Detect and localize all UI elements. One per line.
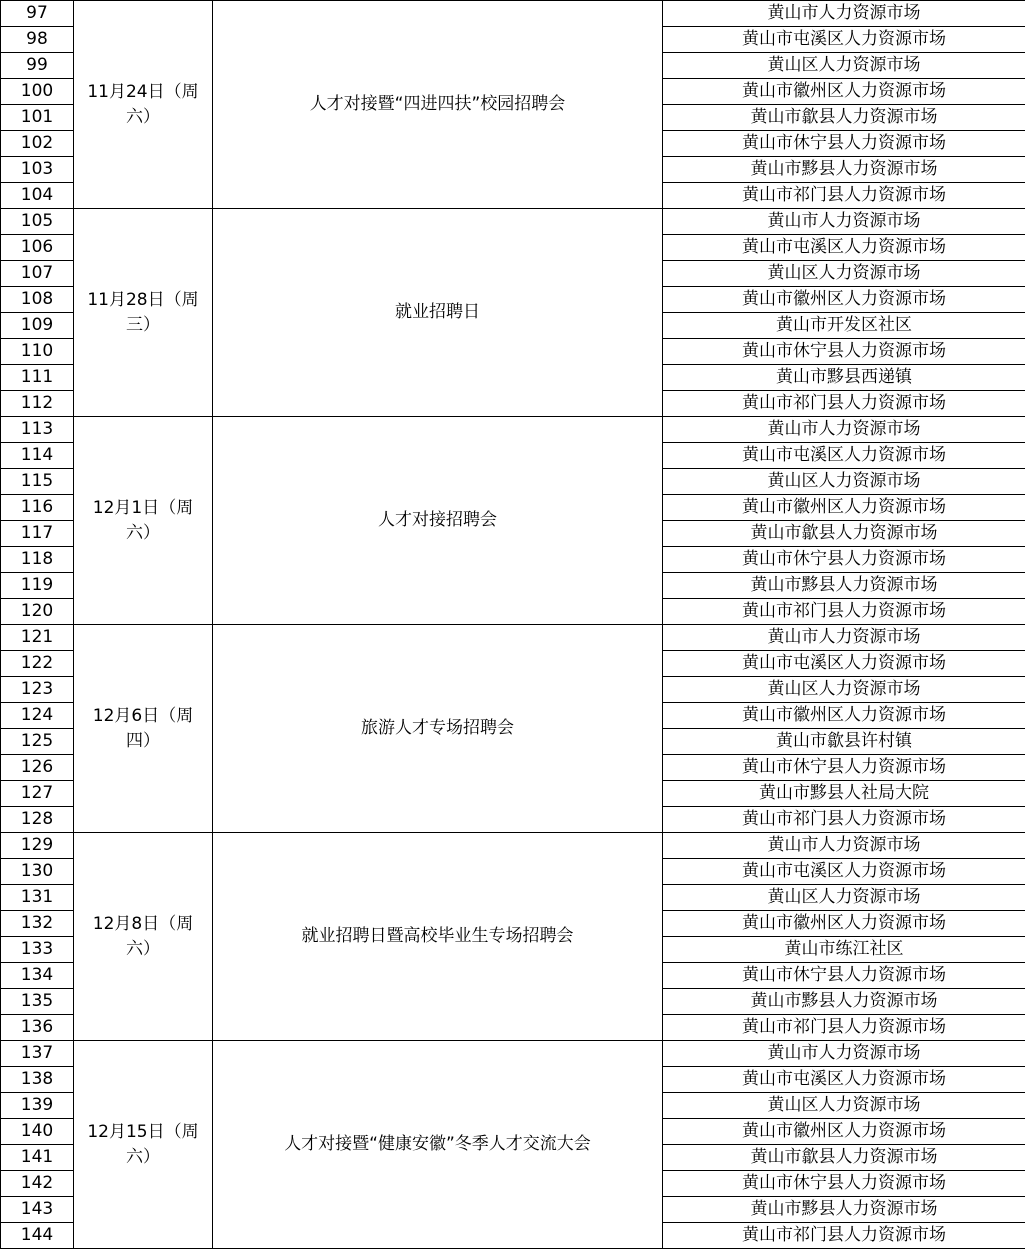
row-number: 108 [1, 287, 74, 313]
row-number: 98 [1, 27, 74, 53]
row-number: 101 [1, 105, 74, 131]
row-number: 129 [1, 833, 74, 859]
event-date-cell [74, 417, 213, 625]
row-number: 141 [1, 1145, 74, 1171]
venue-name: 黄山市休宁县人力资源市场 [663, 131, 1025, 157]
venue-name: 黄山区人力资源市场 [663, 677, 1025, 703]
row-number: 116 [1, 495, 74, 521]
table-row [1, 833, 1025, 859]
venue-name: 黄山区人力资源市场 [663, 885, 1025, 911]
venue-name: 黄山市屯溪区人力资源市场 [663, 235, 1025, 261]
event-title: 就业招聘日暨高校毕业生专场招聘会 [213, 833, 663, 1041]
event-title: 人才对接招聘会 [213, 417, 663, 625]
venue-name: 黄山市歙县人力资源市场 [663, 521, 1025, 547]
venue-name: 黄山市徽州区人力资源市场 [663, 911, 1025, 937]
row-number: 97 [1, 1, 74, 27]
venue-name: 黄山市徽州区人力资源市场 [663, 287, 1025, 313]
venue-name: 黄山市祁门县人力资源市场 [663, 1015, 1025, 1041]
row-number: 119 [1, 573, 74, 599]
venue-name: 黄山市屯溪区人力资源市场 [663, 27, 1025, 53]
row-number: 122 [1, 651, 74, 677]
event-title: 旅游人才专场招聘会 [213, 625, 663, 833]
venue-name: 黄山市屯溪区人力资源市场 [663, 651, 1025, 677]
event-date: 12月8日（周六） [92, 913, 194, 959]
event-date-cell [74, 833, 213, 1041]
row-number: 139 [1, 1093, 74, 1119]
table-row [1, 1041, 1025, 1067]
table-row [1, 1, 1025, 27]
venue-name: 黄山市徽州区人力资源市场 [663, 703, 1025, 729]
row-number: 125 [1, 729, 74, 755]
venue-name: 黄山市练江社区 [663, 937, 1025, 963]
row-number: 137 [1, 1041, 74, 1067]
row-number: 107 [1, 261, 74, 287]
venue-name: 黄山区人力资源市场 [663, 469, 1025, 495]
row-number: 124 [1, 703, 74, 729]
venue-name: 黄山市人力资源市场 [663, 625, 1025, 651]
row-number: 130 [1, 859, 74, 885]
row-number: 103 [1, 157, 74, 183]
event-title: 就业招聘日 [213, 209, 663, 417]
venue-name: 黄山市黟县人力资源市场 [663, 989, 1025, 1015]
venue-name: 黄山区人力资源市场 [663, 261, 1025, 287]
event-date: 11月28日（周三） [87, 289, 199, 335]
row-number: 126 [1, 755, 74, 781]
row-number: 104 [1, 183, 74, 209]
row-number: 132 [1, 911, 74, 937]
venue-name: 黄山市开发区社区 [663, 313, 1025, 339]
venue-name: 黄山市祁门县人力资源市场 [663, 183, 1025, 209]
row-number: 134 [1, 963, 74, 989]
venue-name: 黄山市黟县西递镇 [663, 365, 1025, 391]
event-date: 12月1日（周六） [92, 497, 194, 543]
venue-name: 黄山市祁门县人力资源市场 [663, 391, 1025, 417]
event-date: 11月24日（周六） [87, 81, 199, 127]
row-number: 121 [1, 625, 74, 651]
row-number: 110 [1, 339, 74, 365]
venue-name: 黄山市人力资源市场 [663, 209, 1025, 235]
venue-name: 黄山市祁门县人力资源市场 [663, 1223, 1025, 1249]
row-number: 128 [1, 807, 74, 833]
venue-name: 黄山市歙县人力资源市场 [663, 105, 1025, 131]
row-number: 111 [1, 365, 74, 391]
row-number: 114 [1, 443, 74, 469]
row-number: 136 [1, 1015, 74, 1041]
row-number: 109 [1, 313, 74, 339]
table-row [1, 417, 1025, 443]
event-date-cell [74, 625, 213, 833]
table-row [1, 209, 1025, 235]
venue-name: 黄山市休宁县人力资源市场 [663, 547, 1025, 573]
venue-name: 黄山区人力资源市场 [663, 1093, 1025, 1119]
venue-name: 黄山市徽州区人力资源市场 [663, 1119, 1025, 1145]
venue-name: 黄山市休宁县人力资源市场 [663, 339, 1025, 365]
event-date-cell [74, 1041, 213, 1249]
row-number: 100 [1, 79, 74, 105]
row-number: 106 [1, 235, 74, 261]
row-number: 144 [1, 1223, 74, 1249]
schedule-table-body [1, 1, 1025, 1249]
venue-name: 黄山市人力资源市场 [663, 1, 1025, 27]
event-title: 人才对接暨“健康安徽”冬季人才交流大会 [213, 1041, 663, 1249]
venue-name: 黄山市歙县许村镇 [663, 729, 1025, 755]
event-date-cell [74, 209, 213, 417]
venue-name: 黄山市黟县人社局大院 [663, 781, 1025, 807]
venue-name: 黄山市人力资源市场 [663, 833, 1025, 859]
venue-name: 黄山市黟县人力资源市场 [663, 157, 1025, 183]
row-number: 112 [1, 391, 74, 417]
venue-name: 黄山市人力资源市场 [663, 1041, 1025, 1067]
row-number: 115 [1, 469, 74, 495]
row-number: 99 [1, 53, 74, 79]
row-number: 138 [1, 1067, 74, 1093]
row-number: 140 [1, 1119, 74, 1145]
venue-name: 黄山市黟县人力资源市场 [663, 1197, 1025, 1223]
venue-name: 黄山区人力资源市场 [663, 53, 1025, 79]
venue-name: 黄山市休宁县人力资源市场 [663, 755, 1025, 781]
event-title: 人才对接暨“四进四扶”校园招聘会 [213, 1, 663, 209]
row-number: 118 [1, 547, 74, 573]
row-number: 131 [1, 885, 74, 911]
venue-name: 黄山市屯溪区人力资源市场 [663, 443, 1025, 469]
venue-name: 黄山市徽州区人力资源市场 [663, 79, 1025, 105]
venue-name: 黄山市人力资源市场 [663, 417, 1025, 443]
venue-name: 黄山市休宁县人力资源市场 [663, 963, 1025, 989]
row-number: 105 [1, 209, 74, 235]
row-number: 135 [1, 989, 74, 1015]
table-row [1, 625, 1025, 651]
row-number: 127 [1, 781, 74, 807]
event-date: 12月6日（周四） [92, 705, 194, 751]
event-date-cell [74, 1, 213, 209]
venue-name: 黄山市祁门县人力资源市场 [663, 807, 1025, 833]
row-number: 123 [1, 677, 74, 703]
venue-name: 黄山市屯溪区人力资源市场 [663, 1067, 1025, 1093]
venue-name: 黄山市屯溪区人力资源市场 [663, 859, 1025, 885]
row-number: 143 [1, 1197, 74, 1223]
venue-name: 黄山市徽州区人力资源市场 [663, 495, 1025, 521]
venue-name: 黄山市祁门县人力资源市场 [663, 599, 1025, 625]
row-number: 117 [1, 521, 74, 547]
event-date: 12月15日（周六） [87, 1121, 199, 1167]
venue-name: 黄山市休宁县人力资源市场 [663, 1171, 1025, 1197]
row-number: 133 [1, 937, 74, 963]
row-number: 102 [1, 131, 74, 157]
row-number: 113 [1, 417, 74, 443]
row-number: 142 [1, 1171, 74, 1197]
row-number: 120 [1, 599, 74, 625]
venue-name: 黄山市黟县人力资源市场 [663, 573, 1025, 599]
venue-name: 黄山市歙县人力资源市场 [663, 1145, 1025, 1171]
